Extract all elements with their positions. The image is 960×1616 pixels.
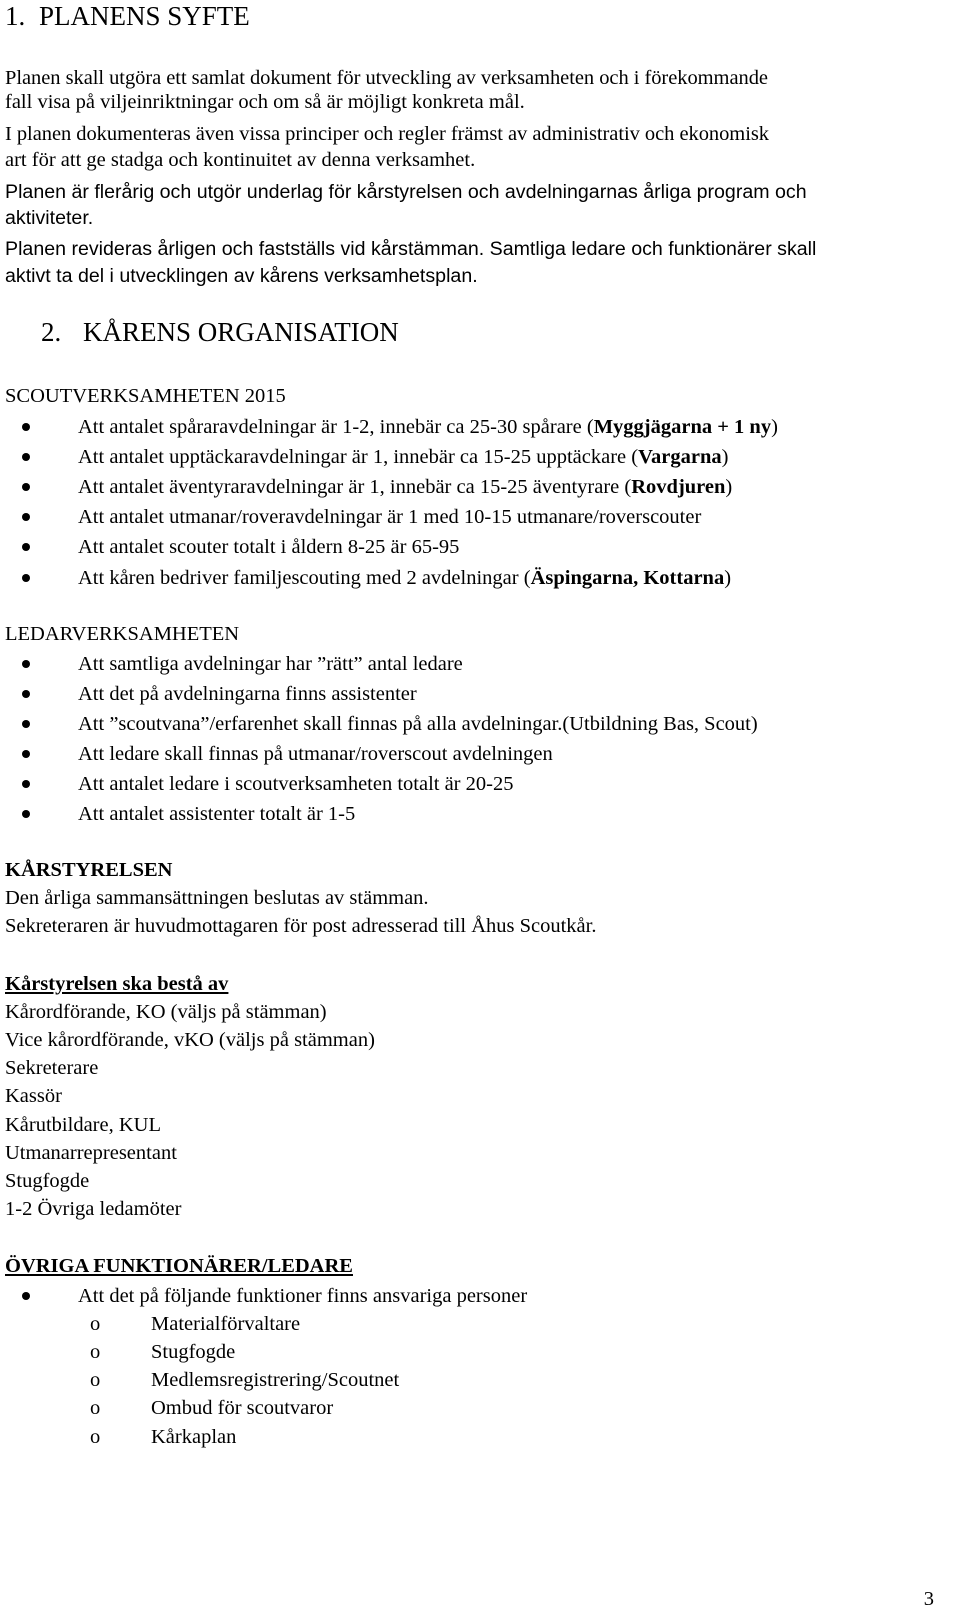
bullet-icon (22, 750, 30, 758)
bullet-icon (22, 810, 30, 818)
page-number: 3 (923, 1588, 934, 1610)
list-item-text: Att antalet äventyraravdelningar är 1, innebär ca 15-25 äventyrare ( (78, 476, 632, 498)
section-title: PLANENS SYFTE (39, 1, 250, 31)
bullet-icon (22, 720, 30, 728)
paragraph-line (5, 237, 816, 261)
section-number: 2. (41, 317, 62, 347)
list-item-end: ) (724, 567, 732, 589)
circle-bullet-icon: o (90, 1426, 101, 1448)
bullet-icon (22, 513, 30, 521)
bullet-icon (22, 483, 30, 491)
list-item-text: Att antalet utmanar/roveravdelningar är 1 med 10-15 utmanare/roverscouter (78, 506, 702, 528)
paragraph-line: I planen dokumenteras även vissa principer och regler främst av administrativ och ekonomisk (5, 123, 769, 145)
circle-bullet-icon: o (90, 1313, 101, 1335)
bullet-icon (22, 780, 30, 788)
list-item-text: Att ”scoutvana”/erfarenhet skall finnas på alla avdelningar.(Utbildning Bas, Scout) (78, 713, 758, 735)
bullet-icon (22, 423, 30, 431)
list-item-text: Att ledare skall finnas på utmanar/roverscout avdelningen (78, 743, 553, 765)
circle-bullet-icon: o (90, 1369, 101, 1391)
list-item-text: Att antalet spåraravdelningar är 1-2, innebär ca 25-30 spårare ( (78, 416, 594, 438)
paragraph-segment: Planen revideras årligen och fastställs vid kårstämman. (5, 238, 485, 260)
list-item-end: ) (771, 416, 778, 438)
member-item: Stugfogde (5, 1170, 90, 1192)
member-item: 1-2 Övriga ledamöter (5, 1198, 182, 1220)
list-item-text: Att kåren bedriver familjescouting med 2 avdelningar ( (78, 567, 531, 589)
circle-bullet-icon: o (90, 1341, 101, 1363)
paragraph-segment: Samtliga ledare och funktionärer skall (489, 238, 817, 260)
member-item: Kårutbildare, KUL (5, 1114, 161, 1136)
circle-bullet-icon: o (90, 1397, 101, 1419)
ovriga-heading: ÖVRIGA FUNKTIONÄRER/LEDARE (5, 1255, 353, 1277)
list-item-text: Att antalet scouter totalt i åldern 8-25 är 65-95 (78, 536, 460, 558)
bullet-icon (22, 1292, 30, 1300)
list-item-text: Att samtliga avdelningar har ”rätt” antal ledare (78, 653, 463, 675)
member-item: Kårordförande, KO (väljs på stämman) (5, 1001, 327, 1023)
section-title: KÅRENS ORGANISATION (83, 317, 399, 347)
sub-list-item-text: Medlemsregistrering/Scoutnet (151, 1369, 400, 1391)
list-item-text: Att det på följande funktioner finns ansvariga personer (78, 1285, 528, 1307)
list-item-text: Att antalet assistenter totalt är 1-5 (78, 803, 356, 825)
section-2-heading (41, 316, 399, 348)
list-item-bold: Äspingarna, Kottarna (530, 567, 725, 589)
list-item-text: Att antalet ledare i scoutverksamheten totalt är 20-25 (78, 773, 514, 795)
list-item-bold: Rovdjuren (631, 476, 726, 498)
bullet-icon (22, 660, 30, 668)
list-item-text: Att det på avdelningarna finns assistenter (78, 683, 417, 705)
ledarverksamheten-heading: LEDARVERKSAMHETEN (5, 623, 240, 645)
paragraph-line: art för att ge stadga och kontinuitet av denna verksamhet. (5, 149, 476, 171)
paragraph-line: aktiviteter. (5, 207, 94, 229)
paragraph-line: Den årliga sammansättningen beslutas av stämman. (5, 887, 429, 909)
scoutverksamheten-heading: SCOUTVERKSAMHETEN 2015 (5, 385, 286, 407)
section-1-heading (5, 0, 250, 32)
sub-list-item-text: Stugfogde (151, 1341, 236, 1363)
karstyrelsen-members-heading: Kårstyrelsen ska bestå av (5, 973, 229, 995)
list-item-end: ) (725, 476, 733, 498)
sub-list-item-text: Kårkaplan (151, 1426, 237, 1448)
sub-list-item-text: Ombud för scoutvaror (151, 1397, 334, 1419)
paragraph-line: Sekreteraren är huvudmottagaren för post adresserad till Åhus Scoutkår. (5, 915, 597, 937)
member-item: Kassör (5, 1085, 62, 1107)
paragraph-line: Planen är flerårig och utgör underlag för kårstyrelsen och avdelningarnas årliga program och (5, 181, 807, 203)
list-item-end: ) (721, 446, 729, 468)
bullet-icon (22, 543, 30, 551)
paragraph-line: Planen skall utgöra ett samlat dokument för utveckling av verksamheten och i förekommande (5, 67, 768, 89)
list-item-bold: Myggjägarna + 1 ny (593, 416, 772, 438)
paragraph-line: aktivt ta del i utvecklingen av kårens verksamhetsplan. (5, 265, 478, 287)
bullet-icon (22, 690, 30, 698)
bullet-icon (22, 453, 30, 461)
section-number: 1. (5, 1, 26, 31)
member-item: Utmanarrepresentant (5, 1142, 177, 1164)
karstyrelsen-heading: KÅRSTYRELSEN (5, 859, 173, 881)
list-item-text: Att antalet upptäckaravdelningar är 1, innebär ca 15-25 upptäckare ( (78, 446, 639, 468)
member-item: Vice kårordförande, vKO (väljs på stämman) (5, 1029, 375, 1051)
sub-list-item-text: Materialförvaltare (151, 1313, 301, 1335)
list-item-bold: Vargarna (638, 446, 722, 468)
bullet-icon (22, 574, 30, 582)
member-item: Sekreterare (5, 1057, 99, 1079)
paragraph-line: fall visa på viljeinriktningar och om så är möjligt konkreta mål. (5, 91, 525, 113)
